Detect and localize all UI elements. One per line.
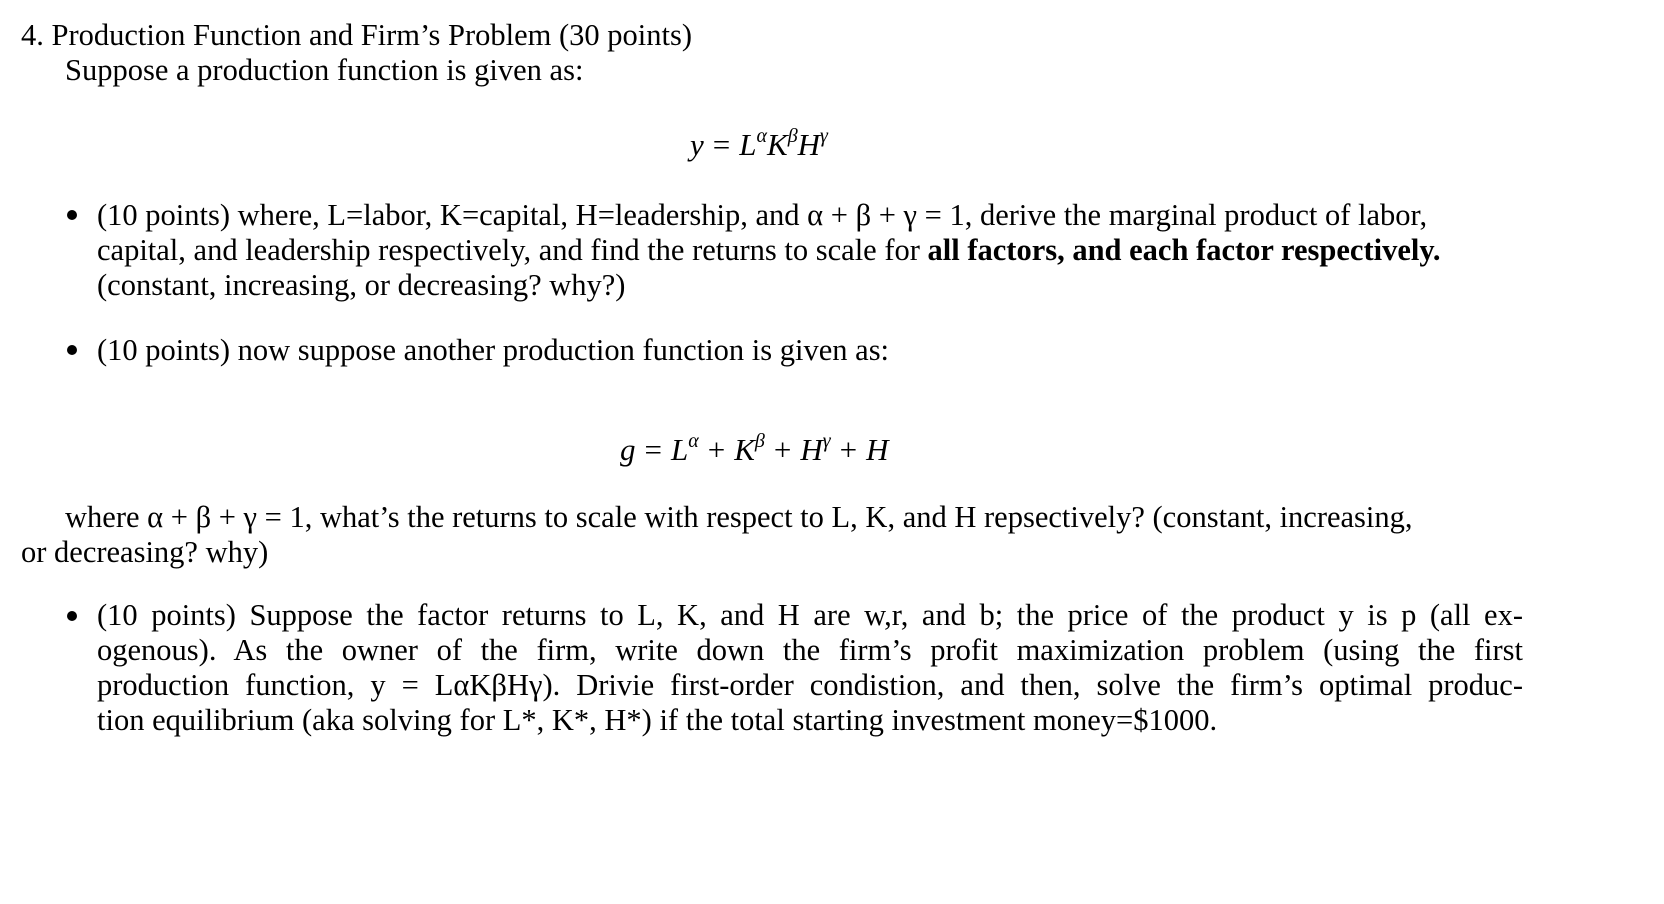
- eq2-base-h: H: [800, 432, 823, 467]
- eq1-equals: =: [712, 127, 731, 162]
- eq1-base-l: L: [739, 127, 757, 162]
- eq1-exp-alpha: α: [756, 124, 767, 147]
- eq1-base-k: K: [767, 127, 788, 162]
- eq2-plus-2: +: [773, 432, 792, 467]
- bullet-2-marker: [67, 345, 77, 355]
- bullet-1-marker: [67, 210, 77, 220]
- eq2-base-k: K: [734, 432, 755, 467]
- eq2-exp-beta: β: [754, 429, 765, 452]
- eq2-base-h-linear: H: [866, 432, 889, 467]
- eq1-lhs: y: [690, 127, 704, 162]
- bullet-1-line-2-bold: all factors, and each factor respectively.: [927, 233, 1441, 267]
- bullet-3-marker: [67, 611, 77, 621]
- eq2-base-l: L: [670, 432, 689, 467]
- production-function-equation: [690, 124, 828, 163]
- question-heading: 4. Production Function and Firm’s Problem (30 points): [21, 18, 692, 52]
- where-text-line-2: or decreasing? why): [21, 535, 269, 569]
- eq1-exp-gamma: γ: [820, 124, 828, 147]
- eq2-plus-1: +: [707, 432, 726, 467]
- eq1-base-h: H: [797, 127, 821, 162]
- bullet-3-line-4: tion equilibrium (aka solving for L*, K*, H*) if the total starting investment money=$1000.: [97, 703, 1218, 737]
- bullet-3-line-2: ogenous). As the owner of the firm, write down the firm’s profit maximization problem (using the first: [97, 633, 1523, 667]
- eq2-plus-3: +: [839, 432, 858, 467]
- bullet-3-line-3: production function, y = LαKβHγ). Drivie first-order condistion, and then, solve the firm’s optimal produc-: [97, 668, 1523, 702]
- eq2-exp-alpha: α: [688, 429, 699, 452]
- question-intro: Suppose a production function is given as:: [65, 53, 584, 87]
- bullet-1-line-2-text: capital, and leadership respectively, and find the returns to scale for: [97, 233, 928, 267]
- eq2-equals: =: [644, 432, 662, 467]
- bullet-1-line-2: [97, 232, 1441, 268]
- eq1-exp-beta: β: [787, 124, 798, 147]
- bullet-1-line-1: (10 points) where, L=labor, K=capital, H=leadership, and α + β + γ = 1, derive the marginal product of labor,: [97, 198, 1428, 232]
- second-production-function-equation: [620, 429, 889, 468]
- eq2-lhs: g: [620, 432, 636, 467]
- where-text-line-1: where α + β + γ = 1, what’s the returns to scale with respect to L, K, and H repsectively? (constant, increasing,: [65, 500, 1413, 534]
- bullet-2-line-1: (10 points) now suppose another production function is given as:: [97, 333, 890, 367]
- bullet-1-line-3: (constant, increasing, or decreasing? why?): [97, 268, 626, 302]
- eq2-exp-gamma: γ: [822, 429, 831, 452]
- bullet-3-line-1: (10 points) Suppose the factor returns to L, K, and H are w,r, and b; the price of the product y is p (all ex-: [97, 598, 1523, 632]
